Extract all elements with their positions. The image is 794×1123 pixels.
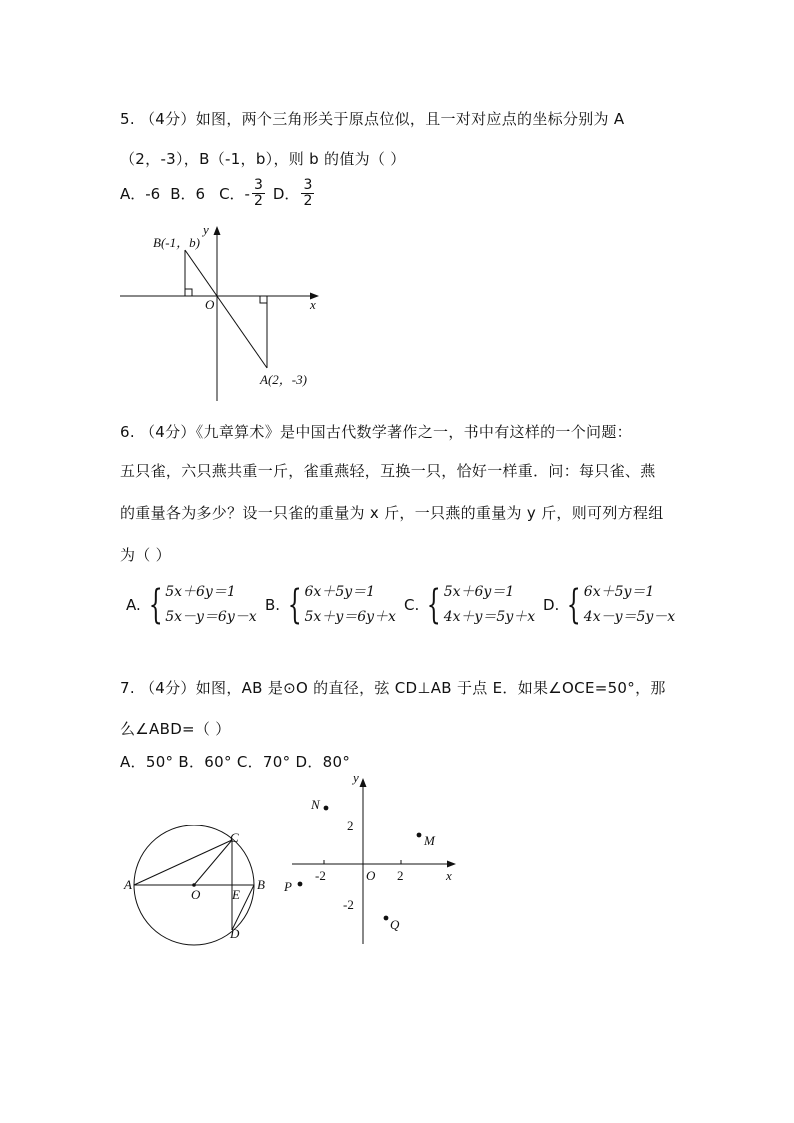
q7-label-a: A — [124, 877, 132, 892]
q6-stem-line1: 6. （4分）《九章算术》是中国古代数学著作之一，书中有这样的一个问题： — [120, 423, 632, 441]
q6-stem-line4: 为（ ） — [120, 546, 171, 564]
q7-stem-line1: 7. （4分）如图，AB 是⊙O 的直径，弦 CD⊥AB 于点 E．如果∠OCE=50°，那 — [120, 679, 666, 697]
q7-segment-oc — [194, 840, 232, 885]
q7-x-arrow-icon — [447, 861, 456, 868]
q7-tick-label-y2: 2 — [347, 818, 354, 833]
q5-option-b: B．6 — [170, 185, 206, 203]
q5-option-c-fraction: $\frac{3}{2}$ — [253, 177, 263, 209]
q7-tick-label-yneg2: -2 — [343, 897, 354, 912]
q7-label-o: O — [366, 868, 376, 883]
q7-label-o: O — [191, 887, 201, 902]
q7-circle-figure — [120, 825, 270, 950]
q7-label-b: B — [257, 877, 265, 892]
q7-label-n: N — [311, 797, 320, 812]
q5-segment-ba — [185, 250, 267, 368]
q6-stem-line3: 的重量各为多少？设一只雀的重量为 x 斤，一只燕的重量为 y 斤，则可列方程组 — [120, 504, 664, 522]
q5-right-angle-a — [260, 296, 267, 303]
q5-option-a: A．-6 — [120, 185, 161, 203]
q5-triangle-figure — [110, 220, 340, 405]
q6-stem-line2: 五只雀，六只燕共重一斤，雀重燕轻，互换一只，恰好一样重．问：每只雀、燕 — [120, 462, 656, 480]
q7-label-e: E — [232, 887, 240, 902]
q7-label-d: D — [230, 926, 240, 941]
q7-segment-ac — [134, 840, 232, 885]
q5-option-d-fraction: $\frac{3}{2}$ — [303, 177, 313, 209]
q7-label-m: M — [424, 833, 435, 848]
q5-label-b: B(-1，b) — [153, 235, 200, 250]
q5-right-angle-b — [185, 289, 192, 296]
q5-label-o: O — [205, 297, 215, 312]
q6-option-a: A. { 5x＋6y＝1 5x－y＝6y－x — [126, 582, 257, 628]
q5-option-d-prefix: D． — [272, 185, 300, 203]
q7-label-y: y — [353, 770, 359, 785]
q7-options: A．50° B．60° C．70° D．80° — [120, 753, 351, 771]
q7-grid-figure — [280, 768, 470, 948]
q7-label-q: Q — [390, 917, 400, 932]
q7-point-p — [298, 882, 303, 887]
q7-y-arrow-icon — [360, 778, 367, 787]
q7-tick-label-neg2: -2 — [315, 868, 326, 883]
q5-stem-line2: （2，-3），B（-1，b），则 b 的值为（ ） — [120, 150, 406, 168]
q5-stem-line1: 5. （4分）如图，两个三角形关于原点位似，且一对对应点的坐标分别为 A — [120, 110, 625, 128]
q7-tick-label-pos2: 2 — [397, 868, 404, 883]
q5-option-c-prefix: C．- — [219, 185, 250, 203]
q5-label-a: A(2，-3) — [260, 372, 307, 387]
q5-y-arrow-icon — [214, 226, 221, 235]
q7-label-x: x — [446, 868, 452, 883]
q7-label-c: C — [230, 830, 239, 845]
q7-label-p: P — [284, 879, 292, 894]
q7-point-m — [417, 833, 422, 838]
q5-label-x: x — [310, 297, 316, 312]
q6-option-d: D. { 6x＋5y＝1 4x－y＝5y－x — [543, 582, 676, 628]
q6-option-b: B. { 6x＋5y＝1 5x＋y＝6y＋x — [265, 582, 396, 628]
q6-option-c: C. { 5x＋6y＝1 4x＋y＝5y＋x — [404, 582, 536, 628]
q7-point-q — [384, 916, 389, 921]
q5-label-y: y — [203, 222, 209, 237]
q5-options — [120, 178, 316, 209]
q7-stem-line2: 么∠ABD=（ ） — [120, 720, 231, 738]
q7-point-n — [324, 806, 329, 811]
